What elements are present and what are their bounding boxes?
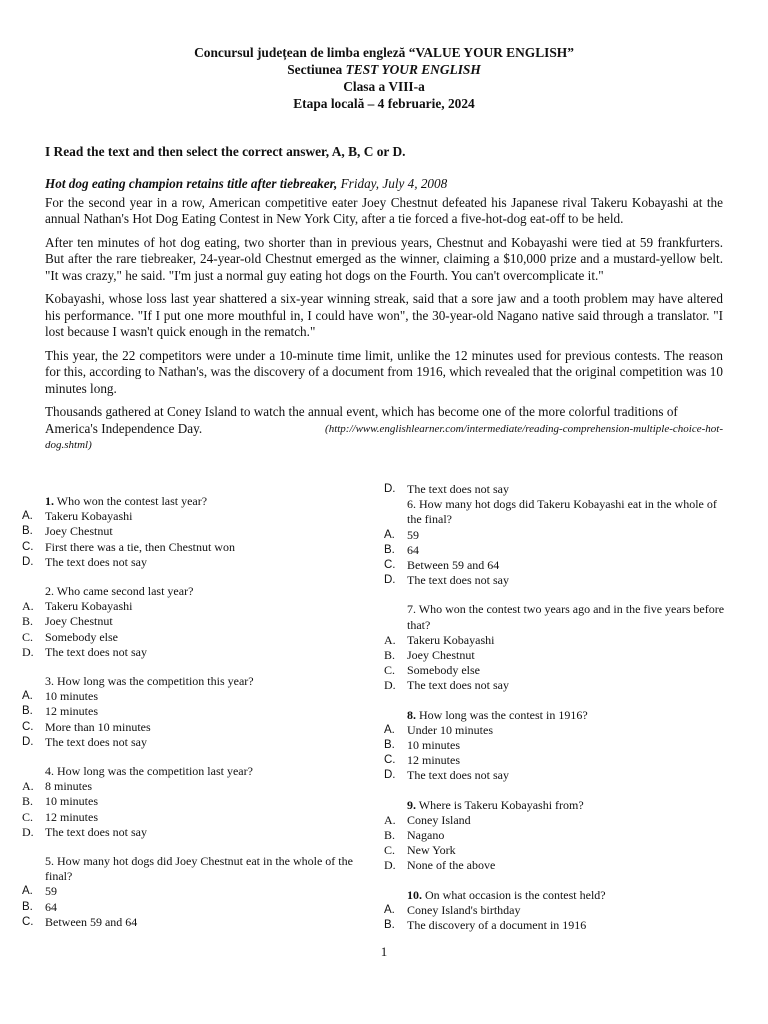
question-indent	[362, 888, 407, 903]
question-prompt: How long was the competition this year?	[57, 674, 254, 689]
option-letter: D.	[384, 678, 396, 693]
question-stem	[362, 708, 732, 723]
option-letter: B.	[384, 648, 396, 663]
option-letter: A.	[384, 903, 395, 916]
article-paragraph: For the second year in a row, American competitive eater Joey Chestnut defeated his Japanese rival Takeru Kobayashi at the annual Nathan's Hot Dog Eating Contest in New York City, after a tie forced a five-hot-dog eat-off to be held.	[45, 194, 723, 226]
question-number: 3.	[45, 674, 54, 689]
option-letter: B.	[22, 794, 34, 809]
answer-option[interactable]	[362, 573, 732, 588]
option-letter: D.	[22, 644, 34, 659]
option-text: Takeru Kobayashi	[45, 599, 133, 614]
question-text	[45, 584, 360, 599]
article-heading	[45, 176, 723, 193]
question-prompt: On what occasion is the contest held?	[425, 887, 606, 902]
question-stem	[0, 494, 360, 509]
answer-option[interactable]	[362, 648, 732, 663]
option-text: The text does not say	[407, 482, 509, 496]
question-stem	[362, 602, 732, 632]
question-block	[362, 708, 732, 784]
document-header	[0, 44, 768, 112]
option-text: The text does not say	[407, 768, 509, 783]
question-stem	[362, 888, 732, 903]
option-text: 10 minutes	[407, 738, 460, 753]
option-letter: A.	[22, 599, 34, 614]
option-letter: D.	[384, 769, 396, 782]
question-prompt: How many hot dogs did Joey Chestnut eat in the whole of the final?	[45, 854, 353, 884]
option-letter: A.	[22, 510, 33, 523]
option-text: Under 10 minutes	[407, 722, 493, 737]
question-indent	[362, 798, 407, 813]
answer-option[interactable]	[0, 524, 360, 539]
question-text	[407, 798, 732, 813]
answer-option[interactable]	[362, 828, 732, 843]
option-text: The text does not say	[45, 824, 147, 839]
question-stem	[362, 798, 732, 813]
answer-option[interactable]	[0, 689, 360, 704]
question-block	[362, 602, 732, 693]
questions-right-column	[362, 482, 732, 947]
option-letter: C.	[384, 843, 396, 858]
article-title: Hot dog eating champion retains title after tiebreaker	[45, 176, 335, 191]
question-number: 10.	[407, 887, 422, 902]
answer-option[interactable]	[362, 813, 732, 828]
question-block	[362, 497, 732, 588]
answer-option[interactable]	[362, 843, 732, 858]
option-letter: A.	[22, 885, 33, 898]
question-text	[45, 674, 360, 689]
answer-option[interactable]	[0, 704, 360, 719]
option-letter: C.	[22, 720, 34, 733]
question-block	[0, 854, 360, 930]
question-prompt: How long was the competition last year?	[57, 764, 253, 779]
source-url-end: dog.shtml)	[45, 439, 92, 451]
question-prompt: Who won the contest last year?	[56, 494, 208, 508]
option-text: 12 minutes	[45, 809, 98, 824]
question-text	[45, 854, 360, 884]
option-text: 64	[407, 542, 419, 557]
question-number: 6.	[407, 497, 416, 512]
answer-option[interactable]	[0, 599, 360, 614]
exercise-instruction: I Read the text and then select the correct answer, A, B, C or D.	[45, 144, 406, 159]
option-text: Nagano	[407, 828, 445, 843]
section-line	[0, 61, 768, 78]
source-url: (http://www.englishlearner.com/intermediate/reading-comprehension-multiple-choice-hot-	[325, 422, 723, 435]
option-text: Between 59 and 64	[45, 914, 138, 929]
option-text: Coney Island's birthday	[407, 902, 521, 917]
option-text: The text does not say	[45, 644, 147, 659]
question-indent	[0, 674, 45, 689]
answer-option[interactable]	[0, 645, 360, 660]
question-block	[0, 764, 360, 840]
question-text	[407, 602, 732, 632]
option-text: Takeru Kobayashi	[407, 632, 495, 647]
question-number: 8.	[407, 707, 416, 722]
article-paragraph: This year, the 22 competitors were under a 10-minute time limit, unlike the 12 minutes used for previous contests. The reason for this, according to Nathan's, was the discovery of a document from 1916, which revealed that the original competition was 10 minutes long.	[45, 347, 723, 396]
answer-option[interactable]	[0, 720, 360, 735]
question-indent	[362, 602, 407, 632]
option-letter: D.	[384, 858, 396, 873]
option-text: The text does not say	[45, 734, 147, 749]
option-letter: B.	[22, 525, 33, 538]
answer-option[interactable]	[0, 900, 360, 915]
option-text: 12 minutes	[45, 704, 98, 719]
option-text: The discovery of a document in 1916	[407, 918, 587, 933]
question-prompt: How many hot dogs did Takeru Kobayashi eat in the whole of the final?	[407, 497, 717, 527]
question-block	[362, 888, 732, 934]
question-stem	[0, 674, 360, 689]
question-block	[0, 494, 360, 570]
article-date: Friday, July 4, 2008	[340, 176, 448, 191]
answer-option[interactable]	[0, 614, 360, 629]
option-text: 10 minutes	[45, 794, 98, 809]
answer-option[interactable]	[362, 753, 732, 768]
question-stem	[362, 497, 732, 527]
option-text: 59	[45, 884, 57, 899]
question-number: 7.	[407, 602, 416, 617]
question-stem	[0, 584, 360, 599]
answer-option[interactable]	[362, 723, 732, 738]
question-number: 9.	[407, 797, 416, 812]
article-last-paragraph: Thousands gathered at Coney Island to watch the annual event, which has become one of the more colorful traditions of	[45, 404, 678, 419]
option-text: Coney Island	[407, 812, 471, 827]
option-text: Somebody else	[45, 629, 118, 644]
option-letter: B.	[384, 828, 396, 843]
answer-option[interactable]	[362, 558, 732, 573]
question-indent	[362, 708, 407, 723]
option-text: None of the above	[407, 858, 496, 873]
answer-option[interactable]	[0, 630, 360, 645]
option-text: The text does not say	[407, 678, 509, 693]
answer-option[interactable]	[0, 779, 360, 794]
option-letter: D.	[22, 555, 34, 568]
option-letter: B.	[22, 614, 34, 629]
article-last-paragraph-end: America's Independence Day.	[45, 420, 203, 436]
answer-option[interactable]	[362, 543, 732, 558]
option-letter: D.	[384, 574, 396, 587]
answer-option[interactable]	[362, 678, 732, 693]
option-text: First there was a tie, then Chestnut won	[45, 539, 235, 554]
question-text	[407, 708, 732, 723]
option-letter: D.	[22, 824, 34, 839]
option-text: 8 minutes	[45, 779, 92, 794]
question-indent	[362, 497, 407, 527]
question-block	[0, 584, 360, 660]
option-letter: B.	[384, 919, 395, 932]
answer-option[interactable]	[362, 918, 732, 933]
question-indent	[0, 764, 45, 779]
option-letter: A.	[22, 690, 33, 703]
question-prompt: How long was the contest in 1916?	[419, 707, 588, 722]
option-text: Joey Chestnut	[407, 648, 475, 663]
question-text	[45, 764, 360, 779]
option-letter: A.	[384, 723, 395, 736]
question-stem	[0, 854, 360, 884]
question-indent	[0, 494, 45, 509]
question-prompt: Who won the contest two years ago and in the five years before that?	[407, 602, 725, 632]
option-letter: C.	[22, 915, 34, 928]
option-text: Joey Chestnut	[45, 614, 113, 629]
contest-title: Concursul județean de limba engleză “VALUE YOUR ENGLISH”	[194, 45, 574, 60]
questions-left-column	[0, 494, 360, 944]
question-block	[362, 798, 732, 874]
option-text: Takeru Kobayashi	[45, 509, 133, 524]
answer-option[interactable]	[362, 663, 732, 678]
option-text: 59	[407, 527, 419, 542]
question-text	[407, 888, 732, 903]
section-name: TEST YOUR ENGLISH	[345, 62, 481, 77]
question-indent	[0, 854, 45, 884]
option-letter: C.	[384, 559, 396, 572]
answer-option[interactable]	[0, 915, 360, 930]
option-text: The text does not say	[407, 573, 509, 588]
option-letter: C.	[384, 663, 396, 678]
option-letter: B.	[22, 705, 33, 718]
grade-line: Clasa a VIII-a	[343, 79, 425, 94]
answer-option[interactable]	[0, 735, 360, 750]
option-letter: D.	[22, 735, 34, 748]
answer-option[interactable]	[362, 633, 732, 648]
question-number: 4.	[45, 764, 54, 779]
option-text: More than 10 minutes	[45, 719, 151, 734]
article-title-separator: ,	[334, 176, 338, 191]
answer-option[interactable]	[0, 540, 360, 555]
answer-option[interactable]	[362, 528, 732, 543]
question-number: 1.	[45, 494, 54, 508]
answer-option[interactable]	[0, 825, 360, 840]
option-text: Between 59 and 64	[407, 558, 500, 573]
stage-date-line: Etapa locală – 4 februarie, 2024	[293, 96, 475, 111]
article-paragraph: Kobayashi, whose loss last year shattered a six-year winning streak, said that a sore jaw and a tooth problem may have altered his performance. "If I put one more mouthful in, I could have won", the 30-year-old Nagano native said through a translator. "I lost because I wasn't quick enough in the rematch."	[45, 291, 723, 339]
option-text: New York	[407, 843, 456, 858]
question-text	[407, 497, 732, 527]
option-text: Somebody else	[407, 663, 480, 678]
source-line	[45, 421, 723, 438]
option-text: 10 minutes	[45, 689, 98, 704]
answer-option[interactable]	[0, 884, 360, 899]
answer-option[interactable]	[362, 738, 732, 753]
page-number: 1	[380, 944, 388, 959]
answer-option[interactable]	[0, 555, 360, 570]
question-text	[45, 494, 360, 509]
option-letter: B.	[384, 739, 395, 752]
option-letter: A.	[384, 528, 395, 541]
option-letter: C.	[22, 540, 34, 553]
answer-option[interactable]	[362, 903, 732, 918]
section-prefix: Sectiunea	[287, 62, 346, 77]
question-block	[0, 674, 360, 750]
question-number: 2.	[45, 584, 54, 599]
article-paragraph: After ten minutes of hot dog eating, two shorter than in previous years, Chestnut and Kobayashi were tied at 59 frankfurters. But after the rare tiebreaker, 24-year-old Chestnut emerged as the winner, claiming a $10,000 prize and a mustard-yellow belt. "It was crazy," he said. "I'm just a normal guy eating hot dogs on the Fourth. You can't overcomplicate it."	[45, 234, 723, 283]
option-letter: C.	[384, 754, 396, 767]
answer-option[interactable]	[0, 794, 360, 809]
question-prompt: Where is Takeru Kobayashi from?	[418, 797, 584, 812]
article-paragraph	[45, 404, 723, 421]
option-letter: B.	[384, 543, 395, 556]
answer-option[interactable]	[0, 810, 360, 825]
option-letter: C.	[22, 809, 34, 824]
option-letter: C.	[22, 629, 34, 644]
option-letter: A.	[384, 812, 396, 827]
option-text: The text does not say	[45, 554, 147, 569]
option-text: 12 minutes	[407, 753, 460, 768]
answer-option[interactable]	[362, 858, 732, 873]
option-letter: B.	[22, 900, 33, 913]
option-text: 64	[45, 899, 57, 914]
question-stem	[0, 764, 360, 779]
option-letter: A.	[22, 779, 34, 794]
question-number: 5.	[45, 854, 54, 869]
reading-text	[45, 176, 723, 454]
answer-option[interactable]	[362, 482, 732, 497]
question-indent	[0, 584, 45, 599]
option-letter: A.	[384, 632, 396, 647]
answer-option[interactable]	[362, 768, 732, 783]
option-text: Joey Chestnut	[45, 524, 113, 539]
question-prompt: Who came second last year?	[56, 584, 194, 599]
option-letter: D.	[384, 483, 396, 495]
answer-option[interactable]	[0, 509, 360, 524]
